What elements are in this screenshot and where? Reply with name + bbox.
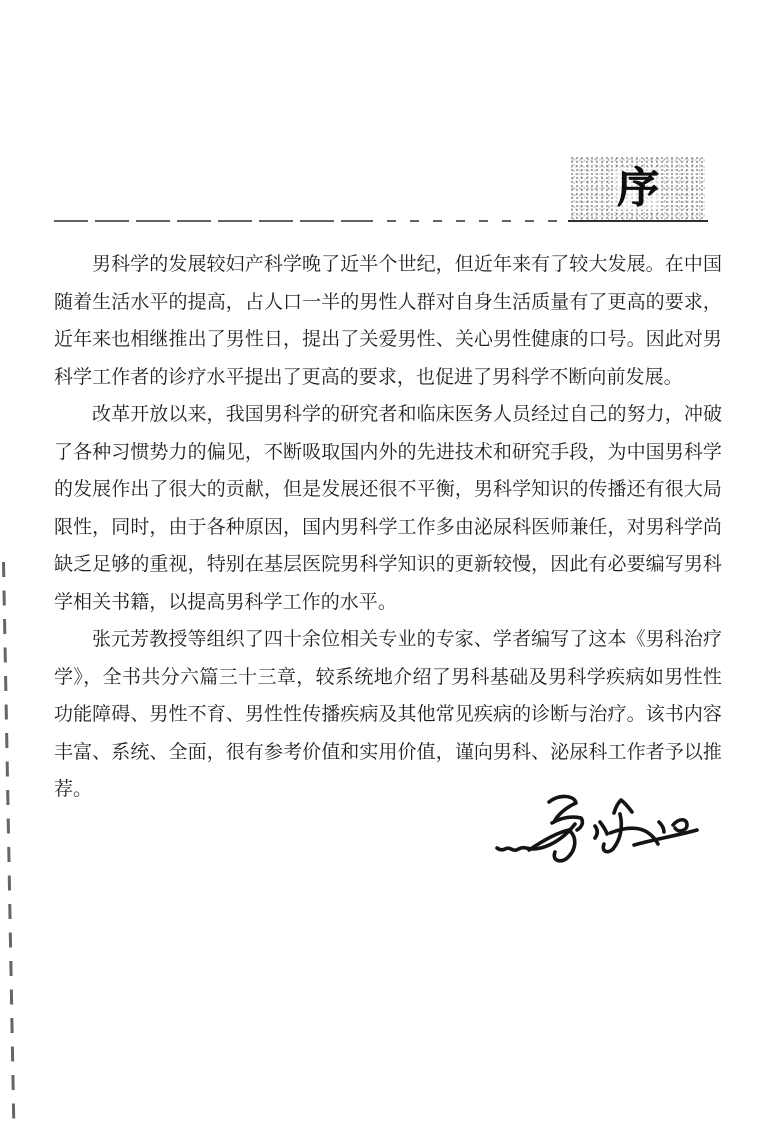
- signature-strokes: [485, 786, 700, 876]
- paragraph-2: 改革开放以来，我国男科学的研究者和临床医务人员经过自己的努力，冲破了各种习惯势力的偏见，不断吸取国内外的先进技术和研究手段，为中国男科学的发展作出了很大的贡献，但是发展还很不平衡，男科学知识的传播还有很大局限性，同时，由于各种原因，国内男科学工作多由泌尿科医师兼任，对男科学尚缺乏足够的重视，特别在基层医院男科学知识的更新较慢，因此有必要编写男科学相关书籍，以提高男科学工作的水平。: [54, 404, 722, 613]
- binding-scan-marks: [2, 562, 15, 1120]
- preface-body: [54, 246, 722, 809]
- header-dashed-rule-right: [364, 220, 568, 222]
- signature-autograph: [485, 786, 700, 881]
- paragraph-1: 男科学的发展较妇产科学晚了近半个世纪，但近年来有了较大发展。在中国随着生活水平的提高，占人口一半的男性人群对自身生活质量有了更高的要求，近年来也相继推出了男性日，提出了关爱男性、关心男性健康的口号。因此对男科学工作者的诊疗水平提出了更高的要求，也促进了男科学不断向前发展。: [54, 254, 722, 388]
- page-title: 序: [616, 166, 659, 212]
- preface-header-box: [571, 157, 705, 221]
- header-underline: [568, 220, 708, 222]
- header-dashed-rule: [54, 220, 364, 222]
- paragraph-3: 张元芳教授等组织了四十余位相关专业的专家、学者编写了这本《男科治疗学》，全书共分六篇三十三章，较系统地介绍了男科基础及男科学疾病如男性性功能障碍、男性不育、男性性传播疾病及其他常见疾病的诊断与治疗。该书内容丰富、系统、全面，很有参考价值和实用价值，谨向男科、泌尿科工作者予以推荐。: [54, 629, 722, 800]
